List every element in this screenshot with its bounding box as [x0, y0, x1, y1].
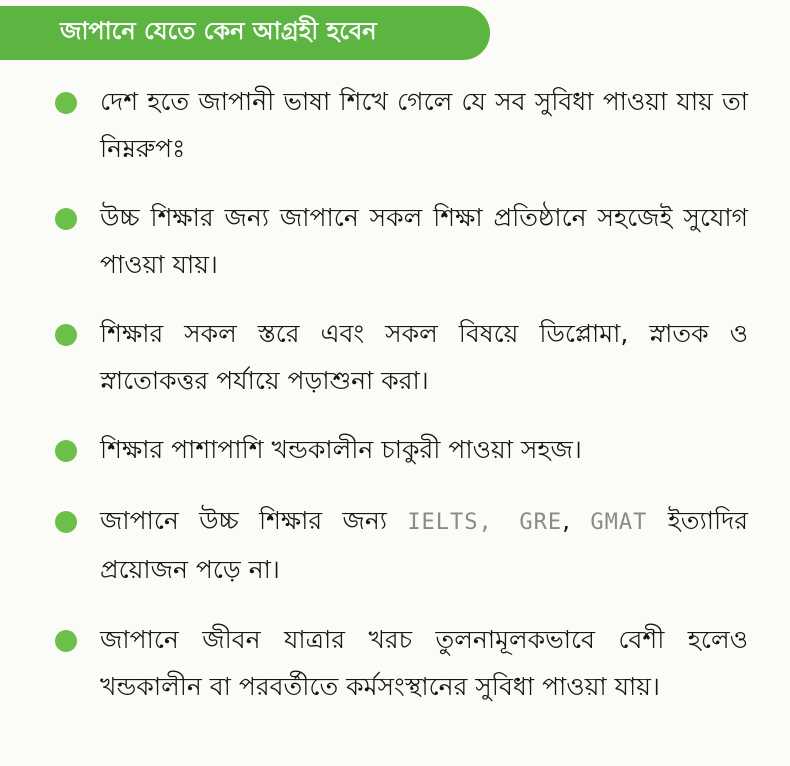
header-title: জাপানে যেতে কেন আগ্রহী হবেন: [60, 17, 377, 45]
list-item-text-part: ইত্যাদির প্রয়োজন পড়ে না।: [100, 506, 748, 584]
bullet-icon: [55, 324, 77, 346]
bullet-icon: [55, 92, 77, 114]
bullet-icon: [55, 630, 77, 652]
bullet-icon: [55, 440, 77, 462]
bullet-icon: [55, 208, 77, 230]
list-item-text: উচ্চ শিক্ষার জন্য জাপানে সকল শিক্ষা প্রতিষ্ঠানে সহজেই সুযোগ পাওয়া যায়।: [100, 203, 748, 279]
list-item-text-part: জাপানে উচ্চ শিক্ষার জন্য: [100, 506, 387, 535]
header-banner: [0, 6, 490, 60]
bullet-icon: [55, 511, 77, 533]
list-item-text: শিক্ষার পাশাপাশি খন্ডকালীন চাকুরী পাওয়া সহজ।: [100, 435, 582, 464]
list-item-text: শিক্ষার সকল স্তরে এবং সকল বিষয়ে ডিপ্লোমা, স্নাতক ও স্নাতোকত্তর পর্যায়ে পড়াশুনা করা।: [100, 319, 748, 395]
handwritten-note: IELTS, GRE: [407, 510, 563, 535]
list-item-text: [100, 497, 748, 593]
list-item-text: জাপানে জীবন যাত্রার খরচ তুলনামূলকভাবে বেশী হলেও খন্ডকালীন বা পরবর্তীতে কর্মসংস্থানের সুবিধা পাওয়া যায়।: [100, 625, 748, 701]
list-item-text: দেশ হতে জাপানী ভাষা শিখে গেলে যে সব সুবিধা পাওয়া যায় তা নিম্নরুপঃ: [100, 87, 748, 163]
list-item-text-part: ,: [562, 506, 571, 535]
handwritten-note: GMAT: [590, 510, 648, 535]
